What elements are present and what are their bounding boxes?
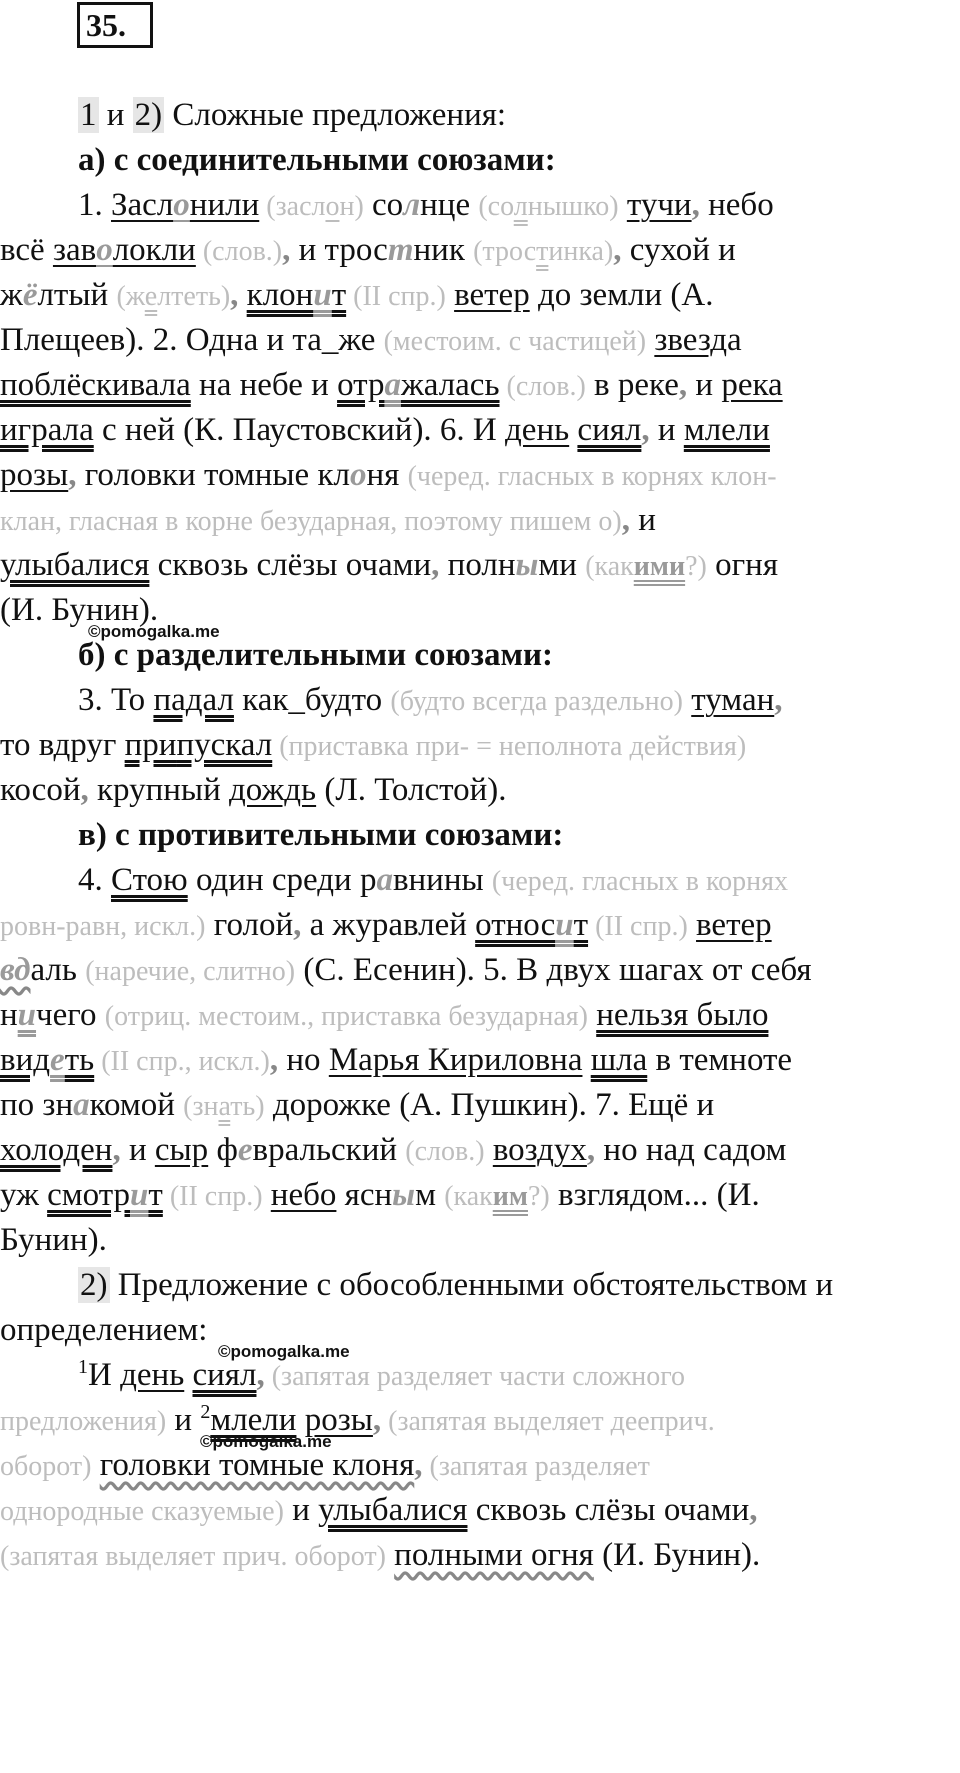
- text-line: Плещеев). 2. Одна и та_же (местоим. с частицей) звезда: [0, 322, 742, 358]
- intro-n2: 2): [134, 97, 163, 133]
- text-line: уж смотрит (II спр.) небо ясным (каким?) взглядом... (И.: [0, 1177, 760, 1213]
- text-line: всё заволокли (слов.), и тростник (тростинка), сухой и: [0, 232, 736, 268]
- text-line: $^1$И день сиял, (запятая разделяет части сложного: [78, 1356, 686, 1393]
- text-line: клан, гласная в корне безударная, поэтому пишем о), и: [0, 502, 656, 538]
- text-line: (запятая выделяет прич. оборот) полными огня (И. Бунин).: [0, 1537, 761, 1573]
- text-line: косой, крупный дождь (Л. Толстой).: [0, 772, 507, 808]
- watermark: ©pomogalka.me: [200, 1432, 332, 1451]
- watermark: ©pomogalka.me: [88, 622, 220, 641]
- section-b-heading: б) с разделительными союзами:: [78, 637, 553, 673]
- text-line: 3. То падал как_будто (будто всегда раздельно) туман,: [78, 682, 783, 718]
- text-line: однородные сказуемые) и улыбалися сквозь слёзы очами,: [0, 1492, 758, 1528]
- text-line: розы, головки томные клоня (черед. гласных в корнях клон-: [0, 457, 777, 493]
- text-line: по знакомой (знать) дорожке (А. Пушкин). 7. Ещё и: [0, 1087, 715, 1123]
- text-line: оборот) головки томные клоня, (запятая разделяет: [0, 1447, 650, 1483]
- text-line: Бунин).: [0, 1222, 107, 1258]
- task-number: 35.: [77, 2, 153, 48]
- text-line: 1. Заслонили (заслон) солнце (солнышко) тучи, небо: [78, 187, 774, 223]
- section-c-heading: в) с противительными союзами:: [78, 817, 564, 853]
- text-line: то вдруг припускал (приставка при- = неполнота действия): [0, 727, 747, 763]
- text-line: ничего (отриц. местоим., приставка безударная) нельзя было: [0, 997, 769, 1033]
- section-a-heading: а) с соединительными союзами:: [78, 142, 556, 178]
- text-line: холоден, и сыр февральский (слов.) воздух, но над садом: [0, 1132, 787, 1168]
- text-line: поблёскивала на небе и отражалась (слов.) в реке, и река: [0, 367, 783, 403]
- watermark: ©pomogalka.me: [218, 1342, 350, 1361]
- text-line: жёлтый (желтеть), клонит (II спр.) ветер до земли (А.: [0, 277, 714, 313]
- text-line: играла с ней (К. Паустовский). 6. И день сиял, и млели: [0, 412, 770, 448]
- text-line: видеть (II спр., искл.), но Марья Кириловна шла в темноте: [0, 1042, 793, 1078]
- text-line: (И. Бунин).: [0, 592, 159, 628]
- text-line: 4. Стою один среди равнины (черед. гласных в корнях: [78, 862, 789, 898]
- text-line: улыбалися сквозь слёзы очами, полными (какими?) огня: [0, 547, 778, 583]
- text-line: 2) Предложение с обособленными обстоятельством и: [80, 1267, 834, 1303]
- text-line: предложения) и $^2$млели розы, (запятая выделяет дееприч.: [0, 1401, 715, 1438]
- text-line: ровн-равн, искл.) голой, а журавлей относит (II спр.) ветер: [0, 907, 772, 943]
- intro-line: 1 и 2) Сложные предложения:: [80, 97, 507, 133]
- text-line: определением:: [0, 1312, 208, 1348]
- intro-n1: 1: [80, 97, 97, 133]
- text-line: вдаль (наречие, слитно) (С. Есенин). 5. В двух шагах от себя: [0, 952, 812, 988]
